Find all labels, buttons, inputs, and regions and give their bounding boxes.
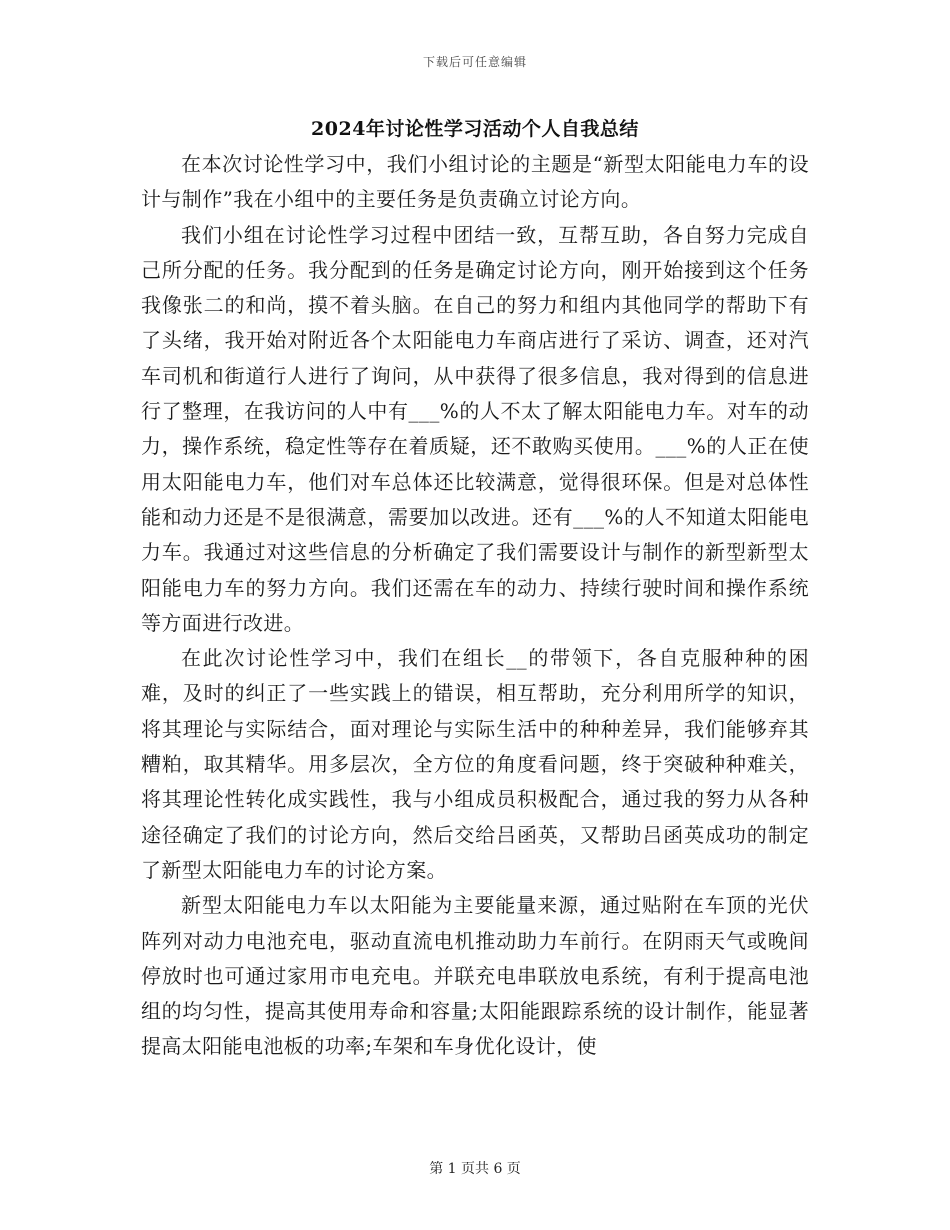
document-title: 2024年讨论性学习活动个人自我总结 xyxy=(311,118,639,140)
paragraph: 新型太阳能电力车以太阳能为主要能量来源，通过贴附在车顶的光伏阵列对动力电池充电，驱动直流电机推动助力车前行。在阴雨天气或晚间停放时也可通过家用市电充电。并联充电串联放电系统，有利于提高电池组的均匀性，提高其使用寿命和容量;太阳能跟踪系统的设计制作，能显著提高太阳能电池板的功率;车架和车身优化设计，使 xyxy=(141,893,809,1059)
paragraph: 在本次讨论性学习中，我们小组讨论的主题是“新型太阳能电力车的设计与制作”我在小组中的主要任务是负责确立讨论方向。 xyxy=(141,152,809,212)
document-body xyxy=(141,147,809,1065)
paragraph: 我们小组在讨论性学习过程中团结一致，互帮互助，各自努力完成自己所分配的任务。我分配到的任务是确定讨论方向，刚开始接到这个任务我像张二的和尚，摸不着头脑。在自己的努力和组内其他同学的帮助下有了头绪，我开始对附近各个太阳能电力车商店进行了采访、调查，还对汽车司机和街道行人进行了询问，从中获得了很多信息，我对得到的信息进行了整理，在我访问的人中有___%的人不太了解太阳能电力车。对车的动力，操作系统，稳定性等存在着质疑，还不敢购买使用。___%的人正在使用太阳能电力车，他们对车总体还比较满意，觉得很环保。但是对总体性能和动力还是不是很满意，需要加以改进。还有___%的人不知道太阳能电力车。我通过对这些信息的分析确定了我们需要设计与制作的新型新型太阳能电力车的努力方向。我们还需在车的动力、持续行驶时间和操作系统等方面进行改进。 xyxy=(141,222,809,635)
paragraph: 在此次讨论性学习中，我们在组长__的带领下，各自克服种种的困难，及时的纠正了一些实践上的错误，相互帮助，充分利用所学的知识，将其理论与实际结合，面对理论与实际生活中的种种差异，我们能够弃其糟粕，取其精华。用多层次，全方位的角度看问题，终于突破种种难关，将其理论性转化成实践性，我与小组成员积极配合，通过我的努力从各种途径确定了我们的讨论方向，然后交给吕函英，又帮助吕函英成功的制定了新型太阳能电力车的讨论方案。 xyxy=(141,646,809,882)
page-number: 第 1 页共 6 页 xyxy=(429,1161,521,1177)
page-header-note: 下载后可任意编辑 xyxy=(422,55,527,69)
